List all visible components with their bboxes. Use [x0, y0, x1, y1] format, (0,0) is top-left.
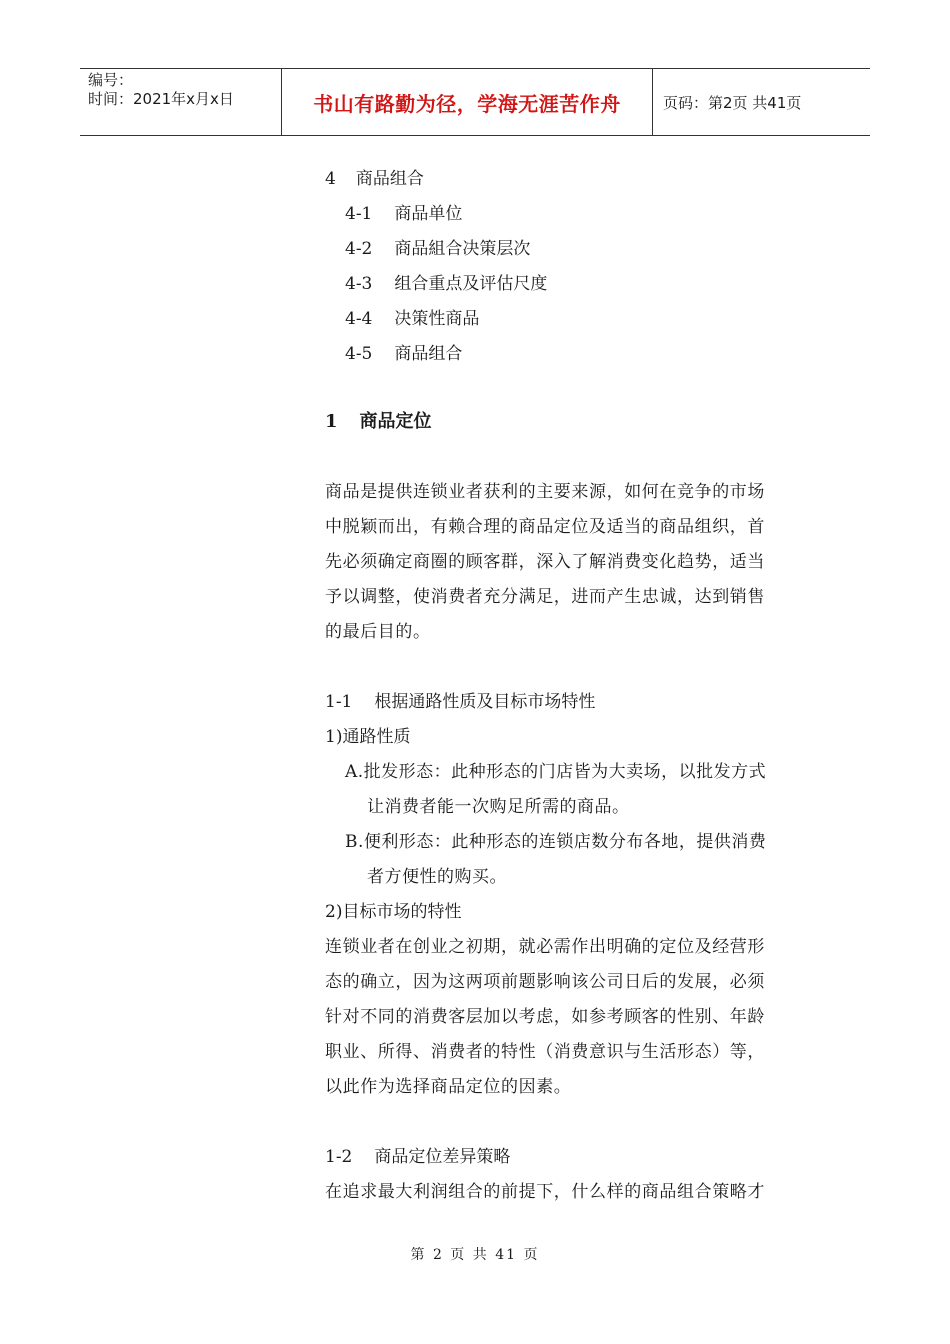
toc-number: 4-5	[345, 344, 373, 364]
intro-paragraph	[325, 475, 825, 650]
toc-item	[325, 197, 825, 232]
toc-title: 商品组合	[355, 169, 424, 189]
paragraph-line: 以此作为选择商品定位的因素。	[325, 1077, 572, 1097]
toc-item	[325, 267, 825, 302]
document-header	[80, 68, 870, 136]
toc-title: 商品组合	[394, 344, 463, 364]
toc-item	[325, 302, 825, 337]
subsection-number: 1-1	[325, 692, 353, 712]
list-item	[325, 825, 825, 895]
toc-title: 决策性商品	[394, 309, 480, 329]
toc-item	[325, 232, 825, 267]
toc-number: 4-2	[345, 239, 373, 259]
table-of-contents	[325, 162, 825, 372]
document-date: 时间：2021年x月x日	[88, 90, 234, 108]
list-item	[325, 755, 825, 825]
list-item-line: A.批发形态：此种形态的门店皆为大卖场，以批发方式	[345, 762, 767, 782]
section-title: 商品定位	[359, 411, 432, 432]
point-heading: 2)目标市场的特性	[325, 902, 462, 922]
paragraph-line: 先必须确定商圈的顾客群，深入了解消费变化趋势，适当	[325, 552, 765, 572]
document-body	[325, 162, 825, 1210]
list-item-line: 让消费者能一次购足所需的商品。	[367, 797, 630, 817]
subsection-title: 商品定位差异策略	[374, 1147, 511, 1167]
paragraph-line: 连锁业者在创业之初期，就必需作出明确的定位及经营形	[325, 937, 765, 957]
paragraph-line: 予以调整，使消费者充分满足，进而产生忠诚，达到销售	[325, 587, 765, 607]
paragraph-line: 的最后目的。	[325, 622, 431, 642]
point-heading: 1)通路性质	[325, 727, 411, 747]
document-number-label: 编号：	[88, 71, 134, 89]
paragraph-line: 中脱颖而出，有赖合理的商品定位及适当的商品组织，首	[325, 517, 765, 537]
toc-title: 组合重点及评估尺度	[394, 274, 548, 294]
toc-number: 4-3	[345, 274, 373, 294]
paragraph-line: 态的确立，因为这两项前题影响该公司日后的发展，必须	[325, 972, 765, 992]
subsection-number: 1-2	[325, 1147, 353, 1167]
target-market-paragraph	[325, 930, 825, 1105]
list-item-line: 者方便性的购买。	[367, 867, 507, 887]
toc-number: 4-4	[345, 309, 373, 329]
toc-item	[325, 162, 825, 197]
header-meta	[80, 69, 282, 135]
paragraph-line: 职业、所得、消费者的特性（消费意识与生活形态）等，	[325, 1042, 765, 1062]
subsection-heading	[325, 1140, 825, 1175]
section-number: 1	[325, 411, 338, 432]
header-motto: 书山有路勤为径，学海无涯苦作舟	[282, 69, 653, 135]
paragraph-line: 商品是提供连锁业者获利的主要来源，如何在竞争的市场	[325, 482, 765, 502]
header-page-info: 页码：第2页 共41页	[663, 93, 802, 112]
paragraph-line: 在追求最大利润组合的前提下，什么样的商品组合策略才	[325, 1182, 765, 1202]
page-footer: 第 2 页 共 41 页	[410, 1247, 540, 1263]
subsection-heading	[325, 685, 825, 720]
paragraph-line: 针对不同的消费客层加以考虑，如参考顾客的性别、年龄	[325, 1007, 765, 1027]
toc-number: 4	[325, 169, 336, 189]
toc-title: 商品組合决策层次	[394, 239, 531, 259]
subsection-title: 根据通路性质及目标市场特性	[374, 692, 596, 712]
strategy-paragraph	[325, 1175, 825, 1210]
toc-number: 4-1	[345, 204, 373, 224]
toc-item	[325, 337, 825, 372]
section-heading	[325, 408, 825, 436]
toc-title: 商品单位	[394, 204, 463, 224]
list-item-line: B.便利形态：此种形态的连锁店数分布各地，提供消费	[345, 832, 767, 852]
